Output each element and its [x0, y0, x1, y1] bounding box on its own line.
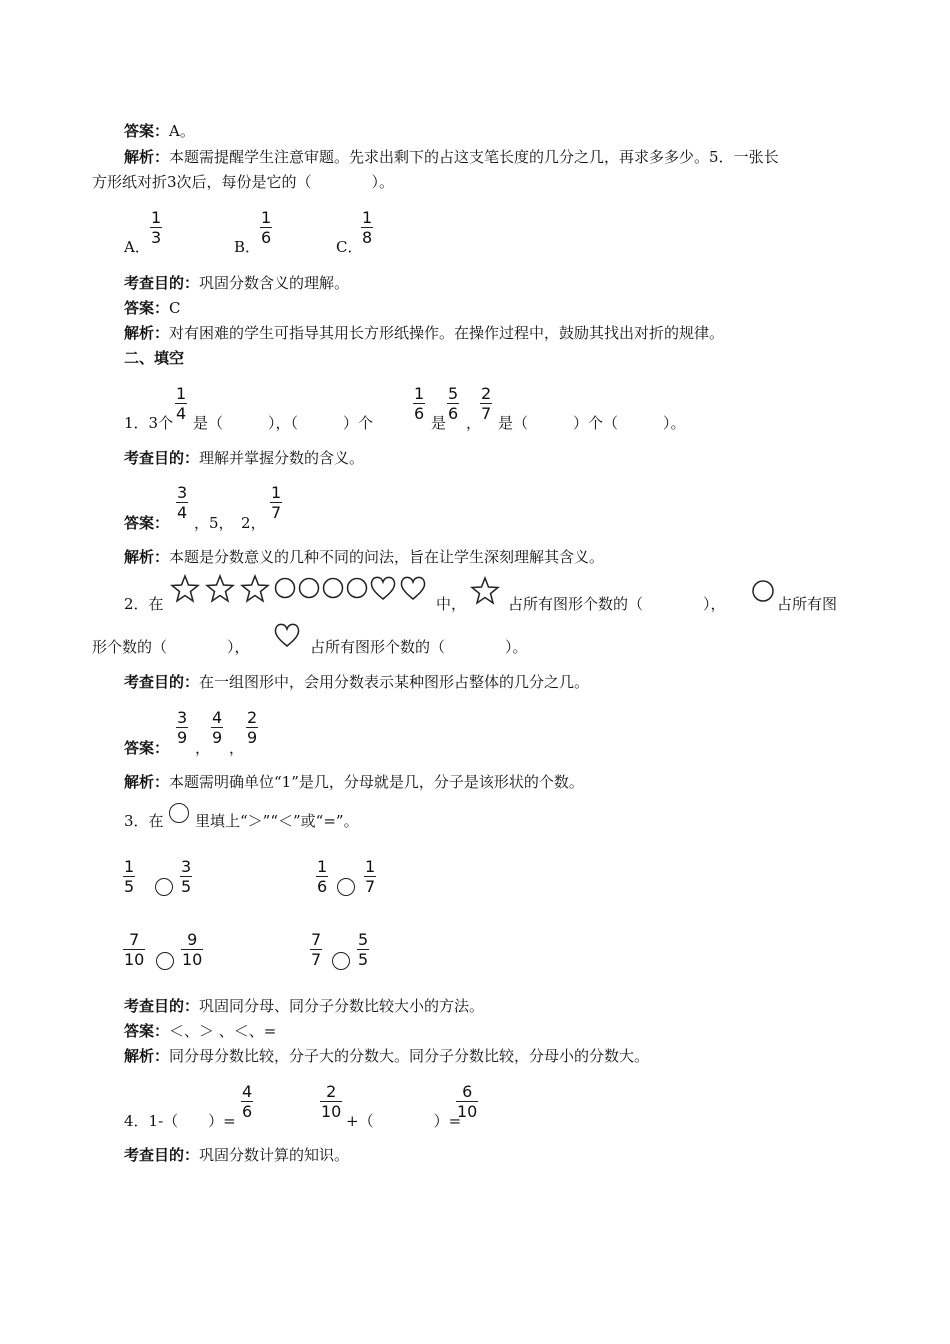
denominator: 6: [317, 877, 328, 896]
analysis-line: [124, 546, 604, 567]
q3-text-1: 3．在: [124, 812, 164, 830]
analysis-text: 本题需提醒学生注意审题。先求出剩下的占这支笔长度的几分之几，再求多多少。5．一张长: [169, 148, 779, 166]
answer-fraction-3: [246, 708, 258, 747]
purpose-line: [124, 1144, 349, 1165]
denominator: 5: [181, 877, 192, 896]
analysis-text: 本题是分数意义的几种不同的问法，旨在让学生深刻理解其含义。: [169, 548, 605, 566]
denominator: 10: [457, 1102, 478, 1121]
heart-icon: [371, 577, 394, 599]
numerator: 1: [271, 483, 282, 502]
numerator: 1: [414, 384, 425, 403]
denominator: 8: [362, 228, 373, 247]
purpose-text: 巩固同分母、同分子分数比较大小的方法。: [199, 997, 485, 1015]
answer-fraction-1: [176, 483, 188, 522]
separator: ，: [195, 739, 211, 757]
purpose-label: 考查目的：: [124, 274, 200, 292]
circle-icon: [348, 579, 367, 598]
analysis-label: 解析：: [124, 148, 170, 166]
analysis-text: 同分母分数比较，分子大的分数大。同分子分数比较，分母小的分数大。: [169, 1047, 650, 1065]
question-5-continued: 方形纸对折3次后，每份是它的（ ）。: [92, 173, 395, 191]
q4-fraction-2: [320, 1082, 342, 1121]
numerator: 1: [151, 208, 162, 227]
denominator: 6: [448, 404, 459, 423]
answer-line: [124, 120, 195, 141]
q1-text-3: 是: [431, 414, 447, 432]
compare-circle[interactable]: [337, 878, 355, 896]
q2-text-4: 占所有图: [777, 595, 838, 613]
compare-3-right: [181, 930, 203, 969]
compare-1-right: [180, 857, 192, 896]
numerator: 5: [448, 384, 459, 403]
q4-text-1: 4．1-（ ）=: [124, 1112, 236, 1130]
analysis-label: 解析：: [124, 548, 170, 566]
purpose-label: 考查目的：: [124, 449, 200, 467]
answer-fraction-1: [176, 708, 188, 747]
heart-icon: [272, 622, 302, 648]
circle-icon: [300, 579, 319, 598]
q1-fraction-4: [480, 384, 492, 423]
answer-fraction-2: [270, 483, 282, 522]
answer-fraction-2: [211, 708, 223, 747]
denominator: 7: [271, 503, 282, 522]
purpose-label: 考查目的：: [124, 673, 200, 691]
purpose-text: 理解并掌握分数的含义。: [199, 449, 365, 467]
q1-text-2: 是（ ），（ ）个: [193, 414, 374, 432]
q2-text-2: 中，: [436, 595, 467, 613]
denominator: 10: [321, 1102, 342, 1121]
answer-line: [124, 1020, 276, 1041]
analysis-line: [124, 771, 584, 792]
purpose-line: [124, 447, 364, 468]
purpose-label: 考查目的：: [124, 1146, 200, 1164]
analysis-line: [124, 322, 724, 343]
purpose-text: 巩固分数计算的知识。: [199, 1146, 350, 1164]
q2-text-1: 2．在: [124, 595, 164, 613]
heart-icon: [401, 577, 424, 599]
denominator: 6: [242, 1102, 253, 1121]
numerator: 7: [129, 930, 140, 949]
q4-fraction-1: [241, 1082, 253, 1121]
denominator: 7: [311, 950, 322, 969]
denominator: 3: [151, 228, 162, 247]
analysis-label: 解析：: [124, 1047, 170, 1065]
option-b-letter: B．: [234, 238, 261, 256]
denominator: 4: [177, 503, 188, 522]
numerator: 1: [365, 857, 376, 876]
denominator: 10: [182, 950, 203, 969]
numerator: 3: [177, 483, 188, 502]
compare-circle[interactable]: [155, 878, 173, 896]
numerator: 2: [326, 1082, 337, 1101]
separator: ，: [229, 739, 245, 757]
option-a-letter: A．: [124, 238, 150, 256]
compare-circle[interactable]: [332, 952, 350, 970]
denominator: 6: [261, 228, 272, 247]
section-heading: 二、填空: [124, 349, 185, 367]
numerator: 1: [261, 208, 272, 227]
purpose-line: [124, 671, 589, 692]
denominator: 10: [124, 950, 145, 969]
analysis-label: 解析：: [124, 773, 170, 791]
denominator: 4: [176, 404, 187, 423]
q4-fraction-3: [456, 1082, 478, 1121]
answer-label: 答案：: [124, 1022, 170, 1040]
option-b-fraction: [260, 208, 272, 247]
q1-text-4: ，: [466, 414, 482, 432]
compare-3-left: [123, 930, 145, 969]
compare-4-right: [357, 930, 369, 969]
answer-line: [124, 297, 181, 318]
denominator: 6: [414, 404, 425, 423]
numerator: 9: [187, 930, 198, 949]
compare-4-left: [310, 930, 322, 969]
numerator: 1: [176, 384, 187, 403]
denominator: 9: [177, 728, 188, 747]
q3-text-2: 里填上“＞”“＜”或“=”。: [195, 812, 359, 830]
analysis-line: [124, 1045, 649, 1066]
answer-text: A。: [169, 122, 195, 140]
star-icon: [242, 576, 268, 601]
analysis-text: 对有困难的学生可指导其用长方形纸操作。在操作过程中，鼓励其找出对折的规律。: [169, 324, 725, 342]
star-icon: [172, 576, 198, 601]
purpose-label: 考查目的：: [124, 997, 200, 1015]
circle-icon: [751, 579, 775, 603]
compare-2-left: [316, 857, 328, 896]
purpose-line: [124, 272, 349, 293]
numerator: 4: [212, 708, 223, 727]
q1-fraction-1: [175, 384, 187, 423]
shapes-group: [170, 574, 440, 604]
denominator: 7: [481, 404, 492, 423]
answer-label: 答案：: [124, 514, 170, 532]
numerator: 3: [181, 857, 192, 876]
star-icon: [470, 576, 500, 604]
analysis-text: 本题需明确单位“1”是几，分母就是几，分子是该形状的个数。: [169, 773, 584, 791]
circle-icon: [324, 579, 343, 598]
option-c-fraction: [361, 208, 373, 247]
numerator: 1: [124, 857, 135, 876]
numerator: 5: [358, 930, 369, 949]
answer-text: ＜、＞ 、＜、=: [169, 1022, 277, 1040]
option-c-letter: C．: [336, 238, 363, 256]
q4-text-2: +（ ）=: [346, 1112, 462, 1130]
q1-fraction-3: [447, 384, 459, 423]
answer-label: 答案：: [124, 122, 170, 140]
circle-icon: [169, 803, 189, 823]
denominator: 5: [358, 950, 369, 969]
q1-fraction-2: [413, 384, 425, 423]
numerator: 2: [481, 384, 492, 403]
denominator: 7: [365, 877, 376, 896]
q2-text-5: 形个数的（ ），: [92, 638, 250, 656]
compare-2-right: [364, 857, 376, 896]
q1-text-5: 是（ ）个（ ）。: [498, 414, 686, 432]
q2-text-6: 占所有图形个数的（ ）。: [310, 638, 528, 656]
answer-text: C: [169, 299, 181, 317]
numerator: 1: [362, 208, 373, 227]
numerator: 3: [177, 708, 188, 727]
circle-icon: [276, 579, 295, 598]
q1-text-1: 1．3个: [124, 414, 174, 432]
answer-label: 答案：: [124, 739, 170, 757]
numerator: 6: [462, 1082, 473, 1101]
denominator: 9: [247, 728, 258, 747]
compare-circle[interactable]: [156, 952, 174, 970]
answer-label: 答案：: [124, 299, 170, 317]
numerator: 1: [317, 857, 328, 876]
numerator: 7: [311, 930, 322, 949]
q2-text-3: 占所有图形个数的（ ），: [508, 595, 726, 613]
answer-text: ，5， 2，: [194, 514, 266, 532]
option-a-fraction: [150, 208, 162, 247]
analysis-label: 解析：: [124, 324, 170, 342]
purpose-text: 在一组图形中，会用分数表示某种图形占整体的几分之几。: [199, 673, 590, 691]
denominator: 9: [212, 728, 223, 747]
star-icon: [207, 576, 233, 601]
purpose-line: [124, 995, 484, 1016]
denominator: 5: [124, 877, 135, 896]
compare-1-left: [123, 857, 135, 896]
numerator: 2: [247, 708, 258, 727]
analysis-line: [124, 146, 779, 167]
purpose-text: 巩固分数含义的理解。: [199, 274, 350, 292]
numerator: 4: [242, 1082, 253, 1101]
